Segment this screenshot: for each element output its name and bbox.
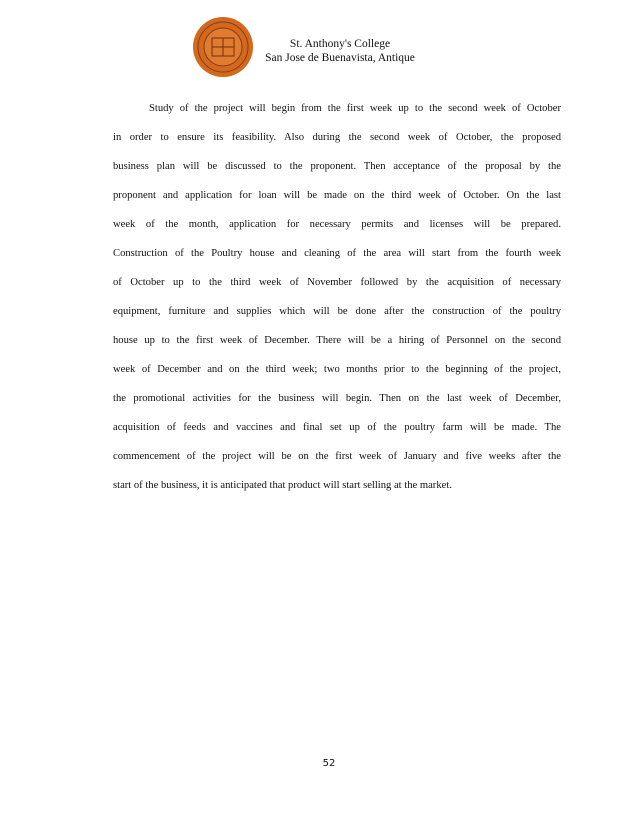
paragraph-line: week of December and on the third week; two months prior to the beginning of the project, — [113, 364, 561, 375]
paragraph-line: acquisition of feeds and vaccines and final set up of the poultry farm will be made. The — [113, 422, 561, 433]
paragraph-line: of October up to the third week of November followed by the acquisition of necessary — [113, 277, 561, 288]
body-paragraph — [113, 94, 561, 500]
paragraph-line: Construction of the Poultry house and cleaning of the area will start from the fourth week — [113, 248, 561, 259]
college-seal-icon — [192, 16, 254, 78]
institution-name: St. Anthony's College — [289, 38, 391, 50]
institution-location: San Jose de Buenavista, Antique — [265, 51, 415, 64]
paragraph-line: start of the business, it is anticipated that product will start selling at the market. — [113, 480, 452, 491]
paragraph-line: commencement of the project will be on the first week of January and five weeks after the — [113, 451, 561, 462]
paragraph-line: Study of the project will begin from the first week up to the second week of October — [149, 103, 561, 114]
paragraph-line: house up to the first week of December. There will be a hiring of Personnel on the second — [113, 335, 561, 346]
paragraph-line: week of the month, application for necessary permits and licenses will be prepared. — [113, 219, 561, 230]
paragraph-line: business plan will be discussed to the proponent. Then acceptance of the proposal by the — [113, 161, 561, 172]
paragraph-line: the promotional activities for the business will begin. Then on the last week of December, — [113, 393, 561, 404]
page-number: 52 — [322, 758, 336, 769]
document-header — [252, 38, 428, 65]
paragraph-line: equipment, furniture and supplies which will be done after the construction of the poultry — [113, 306, 561, 317]
paragraph-line: proponent and application for loan will be made on the third week of October. On the last — [113, 190, 561, 201]
paragraph-line: in order to ensure its feasibility. Also during the second week of October, the proposed — [113, 132, 561, 143]
